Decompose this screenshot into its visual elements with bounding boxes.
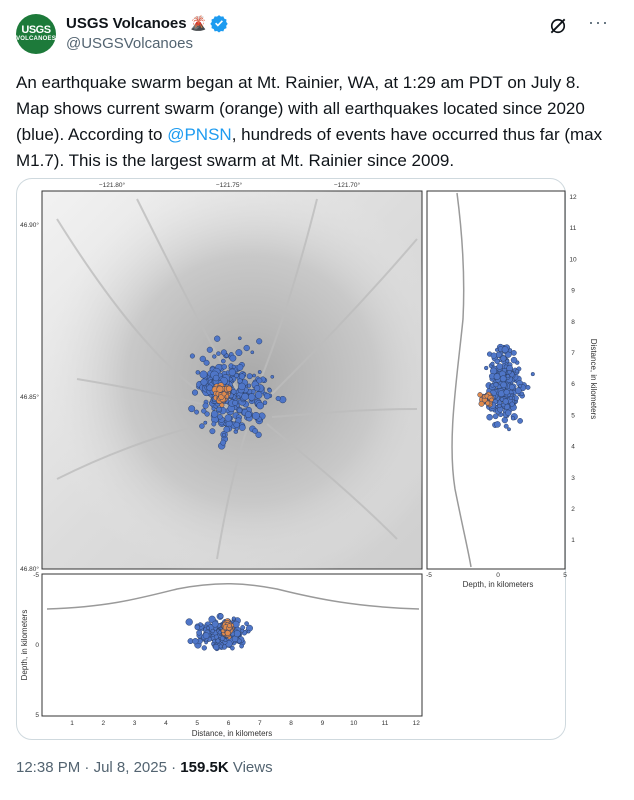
map-quake-blue [192,390,198,396]
section-quake-blue [247,630,250,633]
bottom-x-tick: 8 [289,720,293,727]
display-name-text: USGS Volcanoes [66,14,187,32]
tweet-meta [16,759,273,776]
section-quake-blue [504,424,508,428]
section-quake-blue [507,428,510,431]
map-quake-blue [264,393,270,399]
map-quake-blue [217,407,222,412]
map-lat-label: 46.85° [20,394,39,401]
section-quake-blue [515,388,521,394]
tweet-text [16,70,616,174]
section-quake-blue [502,417,508,423]
tweet-time[interactable]: 12:38 PM [16,759,81,776]
tweet-text-after: , hundreds of events have occurred thus far (max M1.7). This is the largest swarm at Mt. Rainier since 2009. [16,125,603,170]
earthquake-figure [17,179,598,739]
section-quake-blue [507,370,511,374]
section-quake-blue [241,629,244,632]
map-quake-blue [271,375,274,378]
section-quake-blue [214,635,218,639]
section-quake-blue [197,630,202,635]
section-quake-blue [487,414,493,420]
map-quake-blue [214,336,220,342]
map-quake-blue [229,369,236,376]
avatar[interactable] [16,14,56,54]
section-quake-blue [224,639,227,642]
bottom-x-tick: 9 [320,720,325,727]
avatar-text-top: USGS [21,24,51,36]
section-quake-blue [206,626,209,629]
map-quake-blue [218,414,223,419]
map-quake-blue [239,425,245,431]
section-quake-blue [494,382,499,387]
section-quake-blue [498,390,504,396]
bottom-x-tick: 10 [350,720,358,727]
map-quake-blue [247,374,252,379]
map-quake-blue [238,383,245,390]
section-quake-blue [511,350,516,355]
map-lat-label: 46.80° [20,566,39,573]
right-y-tick: 4 [571,443,575,451]
map-quake-blue [189,406,195,412]
map-quake-blue [256,339,262,345]
section-quake-orange [478,392,483,397]
verified-badge-icon [210,14,228,32]
section-quake-blue [203,633,209,639]
right-y-tick: 10 [569,256,577,264]
section-quake-blue [240,644,244,648]
bottom-y-tick: 5 [35,712,39,719]
grok-icon[interactable] [548,16,568,36]
right-y-tick: 8 [571,318,575,326]
section-quake-blue [504,389,510,395]
account-handle[interactable]: @USGSVolcanoes [66,35,193,52]
section-quake-blue [186,619,193,626]
bottom-x-tick: 11 [381,720,389,727]
map-quake-blue [257,378,262,383]
map-quake-blue [213,375,219,381]
map-quake-blue [236,349,242,355]
bottom-x-tick: 4 [164,720,168,727]
map-quake-orange [217,386,223,392]
meta-separator: · [84,759,90,776]
map-quake-blue [230,355,236,361]
section-quake-orange [227,624,231,628]
bottom-y-label: Depth, in kilometers [20,609,29,681]
tweet-media[interactable] [16,178,598,740]
bottom-x-tick: 5 [195,720,200,727]
map-quake-blue [238,337,241,340]
right-x-tick: 0 [496,572,500,579]
map-quake-blue [242,393,249,400]
section-quake-blue [493,414,498,419]
map-quake-blue [201,379,208,386]
section-quake-blue [219,645,223,649]
tweet-text-before: An earthquake swarm began at Mt. Rainier, WA, at 1:29 am PDT on July 8. Map shows current swarm (orange) with all earthquakes located since 2020 (blue). According to [16,73,585,144]
map-quake-blue [255,392,262,399]
map-quake-blue [234,422,240,428]
map-quake-orange [226,386,232,392]
map-quake-blue [190,354,195,359]
meta-separator-2: · [171,759,177,776]
section-quake-blue [495,348,498,351]
map-lon-label: −121.70° [333,182,361,189]
map-quake-blue [221,359,225,363]
section-quake-blue [484,366,488,370]
map-quake-blue [207,347,213,353]
map-quake-blue [254,385,260,391]
map-quake-blue [216,352,220,356]
map-quake-blue [268,388,272,392]
section-quake-blue [497,364,503,370]
right-x-tick: 5 [563,572,567,579]
section-quake-blue [526,385,530,389]
section-quake-blue [213,644,219,650]
volcano-emoji: 🌋 [189,14,208,31]
section-quake-blue [491,353,497,359]
right-y-tick: 7 [571,350,575,357]
map-quake-blue [199,424,204,429]
bottom-panel [20,572,422,738]
more-icon[interactable]: ··· [588,12,609,32]
section-quake-blue [193,638,199,644]
section-quake-blue [511,416,515,420]
right-y-tick: 3 [571,474,575,482]
map-quake-blue [204,360,209,365]
section-quake-blue [232,617,236,621]
map-panel [20,181,422,573]
section-quake-blue [519,384,522,387]
map-quake-blue [252,412,259,419]
section-quake-blue [515,369,519,373]
right-y-tick: 9 [571,287,575,295]
section-quake-blue [495,421,501,427]
right-y-tick: 6 [571,381,575,389]
map-quake-blue [257,402,264,409]
map-quake-blue [203,403,209,409]
section-quake-blue [501,356,507,362]
section-quake-blue [505,410,511,416]
map-quake-blue [224,426,230,432]
map-quake-blue [237,396,240,399]
map-quake-blue [247,384,251,388]
section-quake-blue [501,382,507,388]
section-quake-blue [195,625,200,630]
section-quake-blue [506,374,510,378]
map-quake-blue [238,379,243,384]
map-quake-blue [222,364,227,369]
tweet-date[interactable]: Jul 8, 2025 [93,759,167,776]
map-quake-blue [237,364,243,370]
map-quake-blue [276,396,281,401]
display-name[interactable] [66,14,228,32]
avatar-text-bottom: VOLCANOES [16,36,56,42]
section-quake-blue [218,614,223,619]
map-quake-blue [200,371,207,378]
map-quake-blue [232,365,236,369]
section-quake-blue [211,629,215,633]
bottom-x-tick: 1 [70,720,74,727]
bottom-x-tick: 7 [257,720,262,727]
section-quake-blue [510,402,515,407]
map-quake-blue [232,400,237,405]
map-quake-blue [221,440,226,445]
map-quake-blue [237,408,242,413]
bottom-y-tick: 0 [35,642,39,649]
right-y-tick: 12 [569,194,577,201]
right-y-tick: 5 [571,412,575,420]
section-quake-blue [503,399,509,405]
map-quake-blue [258,370,261,373]
map-quake-blue [263,401,267,405]
map-quake-blue [212,355,216,359]
map-quake-blue [222,433,226,437]
map-quake-blue [244,345,250,351]
section-quake-orange [225,630,230,635]
section-quake-blue [502,347,508,353]
section-quake-blue [511,357,517,363]
bottom-x-label: Distance, in kilometers [191,729,273,738]
map-quake-blue [204,421,207,424]
map-quake-blue [248,394,255,401]
bottom-x-tick: 2 [101,720,106,727]
right-y-tick: 11 [569,225,577,233]
views-label: Views [232,759,273,776]
right-x-tick: -5 [426,572,432,579]
section-quake-blue [500,376,506,382]
right-x-label: Depth, in kilometers [462,580,534,589]
bottom-x-tick: 6 [226,720,231,727]
pnsn-link[interactable]: @PNSN [167,125,232,144]
section-quake-blue [202,646,207,651]
section-quake-blue [212,640,215,643]
views-count: 159.5K [180,759,229,776]
right-y-label: Distance, in kilometers [589,338,598,420]
section-quake-blue [518,418,523,423]
map-quake-blue [196,370,200,374]
map-quake-blue [225,354,229,358]
map-quake-blue [225,415,232,422]
map-quake-blue [245,411,251,417]
map-quake-blue [253,428,258,433]
section-quake-blue [495,359,500,364]
section-quake-blue [498,404,502,408]
right-panel [426,191,598,589]
right-y-tick: 1 [571,537,575,545]
right-y-tick: 2 [571,506,575,513]
map-quake-blue [194,410,198,414]
map-lon-label: −121.75° [215,182,243,189]
map-quake-orange [222,392,226,396]
map-lat-label: 46.90° [20,222,39,229]
map-quake-blue [212,407,216,411]
map-quake-blue [253,374,256,377]
bottom-x-tick: 12 [412,720,420,727]
section-quake-blue [216,639,220,643]
map-quake-blue [212,422,216,426]
map-quake-blue [205,412,210,417]
map-quake-blue [210,429,215,434]
section-quake-blue [491,362,495,366]
map-lon-label: −121.80° [98,182,126,189]
map-quake-blue [251,351,254,354]
section-quake-blue [212,621,218,627]
section-quake-blue [494,374,500,380]
bottom-y-tick: -5 [33,572,39,579]
section-quake-orange [490,398,494,402]
bottom-x-tick: 3 [132,720,137,727]
section-quake-blue [531,372,535,376]
